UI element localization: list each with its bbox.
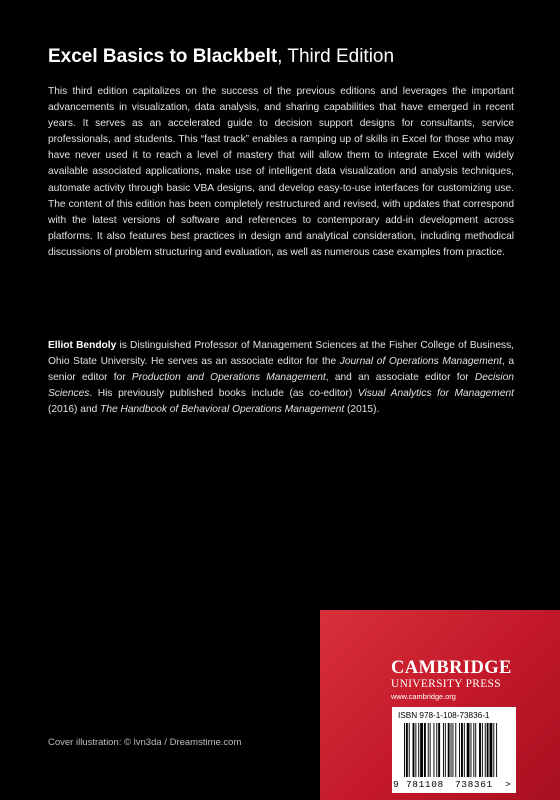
author-name: Elliot Bendoly [48,340,117,351]
publisher-name-line1: CAMBRIDGE [391,658,512,678]
barcode-bar [409,723,410,777]
barcode-bar [459,723,460,777]
barcode-bar [436,723,437,777]
bio-journal-1: Journal of Operations Management [339,356,502,368]
isbn-label: ISBN 978-1-108-73836-1 [398,711,490,720]
book-title-edition: , Third Edition [277,46,395,67]
publisher-website: www.cambridge.org [391,692,456,701]
barcode-bar [415,723,416,777]
barcode-digits-left: 781108 [406,779,444,790]
author-bio [48,338,514,418]
barcode-bar [438,723,440,777]
barcode-bar [467,723,470,777]
barcode-bar [496,723,497,777]
barcode-bar [428,723,429,777]
bio-text-2: , a senior editor for [48,356,514,384]
bio-text-5: (2016) and [48,404,101,416]
bio-book-1: Visual Analytics for Management [357,388,514,400]
barcode-bar [473,723,474,777]
barcode-bar [479,723,481,777]
book-title [48,46,518,68]
barcode-bar [475,723,476,777]
book-title-main: Excel Basics to Blackbelt [48,46,278,67]
bio-text-4: . His previously published books include (as co-editor) [89,388,358,400]
barcode-arrow: > [505,779,511,790]
barcode-bar [461,723,463,777]
barcode-bar [448,723,450,777]
barcode-bar [433,723,434,777]
barcode-bar [430,723,431,777]
bio-text-1: is Distinguished Professor of Management Sciences at the Fisher College of Business, Ohio State University. He serves as an associate editor for the [48,340,514,368]
barcode-bar [445,723,446,777]
barcode-bar [418,723,419,777]
bio-text-6: (2015). [344,404,380,416]
barcode-bar [420,723,423,777]
barcode-bar [413,723,415,777]
barcode-bar [424,723,426,777]
barcode-bar [493,723,494,777]
barcode-bars-icon [392,723,516,781]
bio-text-3: , and an associate editor for [325,372,475,384]
barcode-bar [485,723,486,777]
barcode-digits-right: 738361 [455,779,493,790]
book-description: This third edition capitalizes on the success of the previous editions and leverages the important advancements in visualization, data analysis, and sharing capabilities that have emerged in recent years. It serves as an accelerated guide to decision support designs for consultants, service professionals, and students. This “fast track” enables a ramping up of skills in Excel for those who may have never used it to reach a level of mastery that will allow them to integrate Excel with widely available associated applications, make use of intelligent data visualization and analysis techniques, automate activity through basic VBA designs, and develop easy-to-use interfaces for customizing use. The content of this edition has been completely restructured and revised, with updates that correspond with the latest versions of software and references to contemporary add-in development across platforms. It also features best practices in design and analytical consideration, including methodical discussions of problem structuring and evaluation, as well as numerous case examples from practice. [48,86,514,258]
bio-book-2: The Handbook of Behavioral Operations Management [100,404,345,416]
barcode-bar [404,723,405,777]
publisher-name-line2: UNIVERSITY PRESS [391,678,501,690]
barcode-digit-first: 9 [393,779,399,790]
barcode-bar [487,723,489,777]
barcode-bar [451,723,452,777]
barcode-bar [452,723,453,777]
barcode-bar [482,723,483,777]
barcode-bar [490,723,493,777]
barcode [392,707,516,793]
barcode-bar [464,723,465,777]
cambridge-logo [391,659,521,702]
bio-journal-3: Decision Sciences [48,372,514,400]
barcode-bar [471,723,472,777]
cover-credit: Cover illustration: © lvn3da / Dreamstime.com [48,737,242,748]
barcode-bar [443,723,444,777]
barcode-bar [406,723,408,777]
bio-journal-2: Production and Operations Management [131,372,326,384]
barcode-bar [455,723,456,777]
